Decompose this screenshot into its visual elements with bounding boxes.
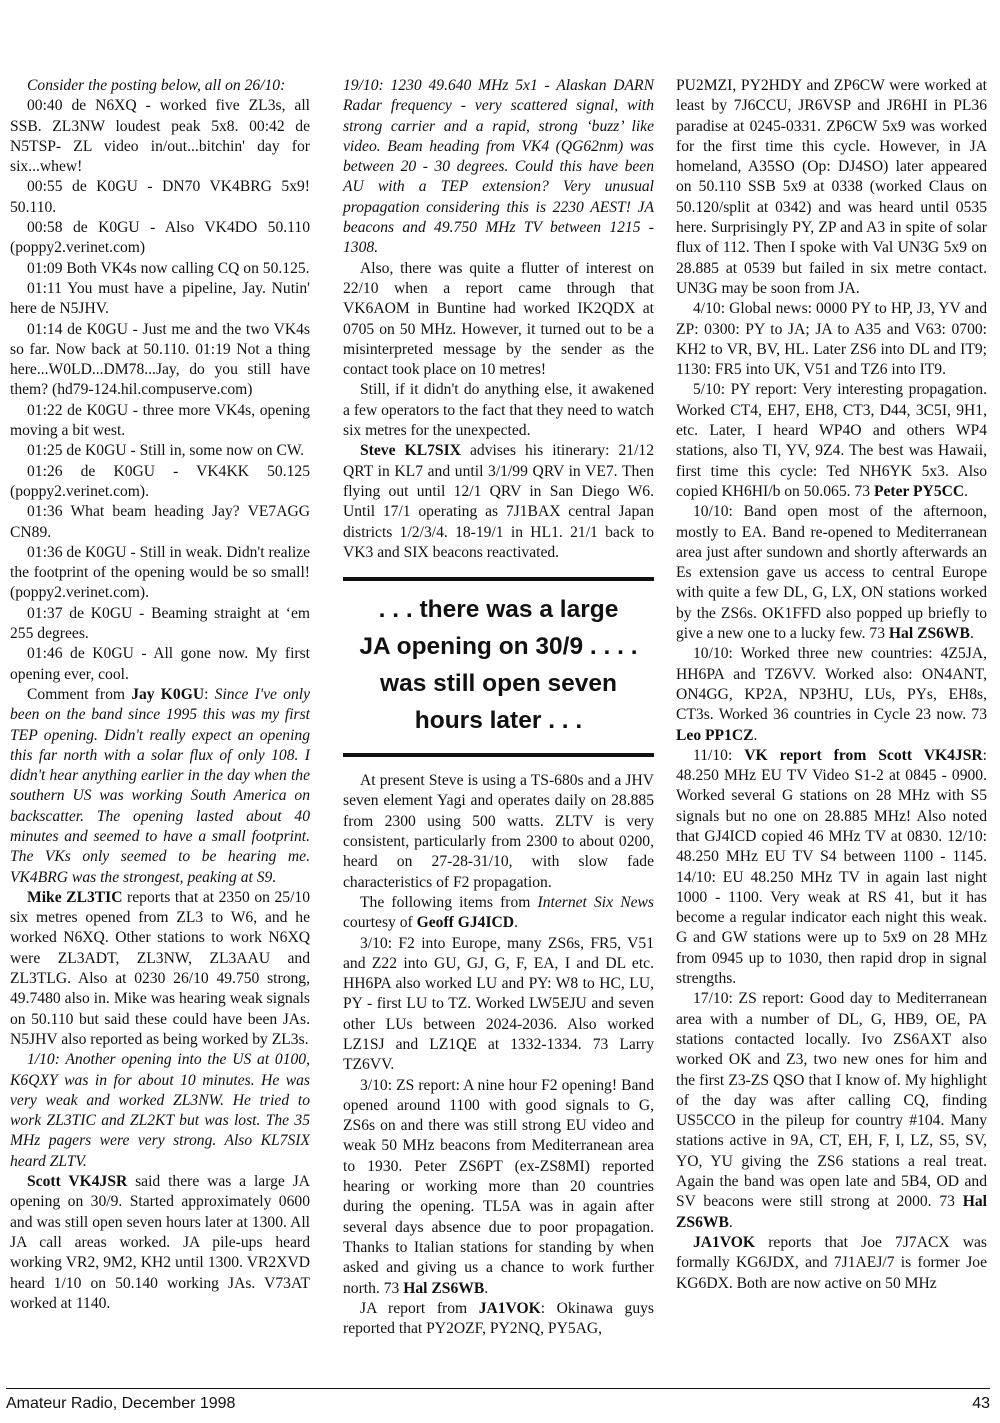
text-run: 01:14 de K0GU - Just me and the two VK4s so far. Now back at 50.110. 01:19 Not a thing here...W0LD...DM78...Jay, do you still have them? (hd79-124.hil.compuserve.com) (10, 320, 310, 399)
paragraph (10, 1172, 310, 1314)
callsign-name: JA1VOK (478, 1299, 541, 1317)
paragraph (10, 1050, 310, 1172)
text-run: 10/10: Band open most of the afternoon, mostly to EA. Band re-opened to Mediterranean area just after sundown and shortly afterwards an Es extension gave us access to central Europe with quite a few DL, G, LX, ON stations worked by the ZS6s. OK1FFD also popped up briefly to give a new one to a lucky few. 73 (676, 503, 987, 643)
paragraph (10, 604, 310, 645)
text-run: 01:22 de K0GU - three more VK4s, opening moving a bit west. (10, 401, 310, 440)
callsign-name: Geoff GJ4ICD (416, 914, 515, 932)
text-run: 01:36 de K0GU - Still in weak. Didn't realize the footprint of the opening would be so small! (poppy2.verinet.com). (10, 543, 311, 602)
paragraph (343, 934, 654, 1076)
text-run: . (484, 1279, 489, 1297)
text-run: 11/10: (693, 746, 745, 764)
text-run: . (728, 1213, 733, 1231)
text-run: reports that Joe 7J7ACX was formally KG6JDX, and 7J1AEJ/7 is former Joe KG6DX. Both are now active on 50 MHz (676, 1233, 987, 1292)
callsign-name: VK report from Scott VK4JSR (744, 746, 983, 764)
paragraph (10, 685, 310, 888)
paragraph (676, 502, 987, 644)
text-run: : Okinawa guys reported that PY2OZF, PY2NQ, PY5AG, (343, 1299, 654, 1338)
page-number: 43 (972, 1395, 990, 1412)
column-2 (343, 76, 654, 1339)
text-run: 01:26 de K0GU - VK4KK 50.125 (poppy2.verinet.com). (10, 462, 310, 500)
text-run: reports that at 2350 on 25/10 six metres opened from ZL3 to W6, and he worked N6XQ. Other stations to work N6XQ were ZL3ADT, ZL3NW, ZL3AAU and ZL3TLG. Also at 0230 26/10 49.750 strong, 49.7480 also in. Mike was hearing weak signals on 50.110 but said these could have been JAs. N5JHV also reported as being worked by ZL3s. (10, 888, 310, 1048)
callsign-name: Hal ZS6WB (676, 1193, 987, 1231)
paragraph (676, 989, 987, 1233)
text-run: advises his itinerary: 21/12 QRT in KL7 and until 3/1/99 QRV in VE7. Then flying out until 12/1 QRV in San Diego W6. Until 17/1 operating as 7J1BAX central Japan districts 1/2/3/4. 18-19/1 in HL1. 21/1 back to VK3 and SIX beacons reactivated. (343, 442, 655, 561)
text-run: 00:58 de K0GU - Also VK4DO 50.110 (poppy2.verinet.com) (10, 219, 310, 257)
text-run: . (753, 726, 758, 744)
paragraph (10, 502, 310, 543)
text-run: Comment from (27, 685, 132, 703)
text-run: 01:25 de K0GU - Still in, some now on CW. (27, 442, 305, 460)
paragraph (10, 543, 310, 604)
text-run: Also, there was quite a flutter of interest on 22/10 when a report came through that VK6AOM in Buntine had worked IK2QDX at 0705 on 50 MHz. However, it turned out to be a misinterpreted message by the sender as the contact took place on 10 metres! (343, 259, 654, 379)
column-1 (10, 76, 310, 1314)
text-run: 19/10: 1230 49.640 MHz 5x1 - Alaskan DARN Radar frequency - very scattered signal, with strong carrier and a rapid, strong ‘buzz’ like video. Beam heading from VK4 (QG62nm) was between 20 - 30 degrees. Could this have been AU with a TEP extension? Very unusual propagation considering this is 2230 AEST! JA beacons and 49.750 MHz TV between 1215 - 1308. (343, 77, 654, 257)
text-run: . (969, 625, 974, 643)
pull-quote-line: hours later . . . (414, 707, 583, 735)
text-run: : (204, 685, 215, 703)
paragraph (676, 746, 987, 990)
text-run: At present Steve is using a TS-680s and a JHV seven element Yagi and operates daily on 28.885 from 2300 using 500 watts. ZLTV is very consistent, particularly from 2300 to about 0200, heard on 27-28-31/10, with slow fade characteristics of F2 propagation. (343, 772, 654, 891)
paragraph (10, 76, 310, 96)
text-run: said there was a large JA opening on 30/9. Started approximately 0600 and was still open seven hours later at 1300. All JA call areas worked. JA pile-ups heard working VR2, 9M2, KH2 until 1300. VR2XVD heard 1/10 on 50.140 working JAs. V73AT worked at 1140. (10, 1173, 311, 1312)
paragraph (10, 441, 310, 461)
paragraph (10, 401, 310, 442)
text-run: Internet Six News (537, 893, 654, 911)
text-run: 00:55 de K0GU - DN70 VK4BRG 5x9! 50.110. (10, 178, 310, 216)
paragraph (343, 1299, 654, 1340)
paragraph (676, 299, 987, 380)
paragraph (10, 462, 310, 503)
paragraph (10, 96, 310, 177)
paragraph (10, 279, 310, 320)
callsign-name: Mike ZL3TIC (27, 888, 123, 906)
callsign-name: Jay K0GU (131, 685, 205, 703)
text-run: Consider the posting below, all on 26/10: (27, 77, 286, 94)
text-run: Since I've only been on the band since 1995 this was my first TEP opening. Didn't really expect an opening this far north with a solar flux of only 108. I didn't hear anything earlier in the day when the southern US was working South America on backscatter. The opening lasted about 40 minutes and seemed to have a small footprint. The VKs only seemed to be hearing me. VK4BRG was the strongest, peaking at S9. (10, 685, 311, 886)
paragraph (10, 644, 310, 685)
paragraph (10, 320, 310, 401)
text-run: courtesy of (343, 914, 417, 932)
paragraph (10, 218, 310, 259)
paragraph (343, 893, 654, 934)
text-run: 00:40 de N6XQ - worked five ZL3s, all SSB. ZL3NW loudest peak 5x8. 00:42 de N5TSP- ZL video in/out...bitchin' day for six...whew! (10, 97, 310, 176)
paragraph (676, 1233, 987, 1294)
text-run: 10/10: Worked three new countries: 4Z5JA, HH6PA and TZ6VV. Worked also: ON4ANT, ON4GG, KP2A, NP3HU, LUs, PYs, EH8s, CT3s. Worked 36 countries in Cycle 23 now. 73 (676, 645, 987, 724)
pull-quote (343, 577, 654, 757)
callsign-name: Hal ZS6WB (403, 1279, 485, 1297)
text-run: Still, if it didn't do anything else, it awakened a few operators to the fact that they need to watch six metres for the unexpected. (343, 381, 654, 440)
text-run: 01:11 You must have a pipeline, Jay. Nutin' here de N5JHV. (10, 279, 310, 318)
text-run: 01:36 What beam heading Jay? VE7AGG CN89. (10, 503, 310, 541)
paragraph (676, 76, 987, 299)
callsign-name: Steve KL7SIX (360, 442, 461, 460)
paragraph (343, 76, 654, 259)
paragraph (343, 259, 654, 381)
callsign-name: Scott VK4JSR (27, 1173, 128, 1191)
paragraph (10, 259, 310, 279)
column-2-top (343, 76, 654, 563)
text-run: 01:46 de K0GU - All gone now. My first opening ever, cool. (10, 645, 310, 683)
footer-publication: Amateur Radio, December 1998 (6, 1395, 236, 1412)
text-run: 1/10: Another opening into the US at 0100, K6QXY was in for about 10 minutes. He was very weak and worked ZL3NW. He tried to work ZL3TIC and ZL2KT but was lost. The 35 MHz pagers were very strong. Also KL7SIX heard ZLTV. (10, 1051, 310, 1170)
text-run: 4/10: Global news: 0000 PY to HP, J3, YV and ZP: 0300: PY to JA; JA to A35 and V63: 0700: KH2 to VR, BV, HL. Later ZS6 into DL and IT9; 1130: FR5 into UK, V51 and TZ6 into IT9. (676, 300, 987, 379)
text-run: 17/10: ZS report: Good day to Mediterranean area with a number of DL, G, HB9, OE, PA stations contacted locally. Ivo ZS6AXT also worked OK and Z3, two new ones for him and the first Z3-ZS QSO that I know of. My highlight of the day was after calling CQ, finding US5CCO in the pileup for country #104. Many stations active in 9A, CT, EH, F, I, LZ, S5, SV, YO, YU giving the ZS6 stations a real treat. Again the band was open late and 5B4, OD and SV beacons were still strong at 2000. 73 (676, 990, 987, 1211)
paragraph (10, 177, 310, 218)
callsign-name: Leo PP1CZ (676, 726, 754, 744)
callsign-name: JA1VOK (693, 1233, 756, 1251)
paragraph (676, 380, 987, 502)
paragraph (343, 441, 654, 563)
text-run: 3/10: ZS report: A nine hour F2 opening! Band opened around 1100 with good signals to G, ZS6s on and there was still strong EU video and weak 50 MHz beacons from Mediterranean area to 1930. Peter ZS6PT (ex-ZS8MI) reported hearing or working more than 20 countries during the opening. TL5A was in again after several days absence due to poor propagation. Thanks to Italian stations for standing by when asked and giving us a chance to work further north. 73 (343, 1076, 654, 1297)
column-2-bottom (343, 771, 654, 1339)
paragraph (676, 644, 987, 745)
text-run: JA report from (360, 1299, 479, 1317)
paragraph (343, 771, 654, 893)
callsign-name: Hal ZS6WB (888, 625, 970, 643)
pull-quote-line: . . . there was a large (378, 596, 619, 624)
text-run: PU2MZI, PY2HDY and ZP6CW were worked at least by 7J6CCU, JR6VSP and JR6HI in PL36 paradise at 0245-0331. ZP6CW 5x9 was worked for the first time this cycle. However, in JA homeland, A35SO (Op: DJ4SO) later appeared on 50.110 SSB 5x9 at 0338 (worked Claus on 50.120/split at 0342) and was heard until 0535 here. Surprisingly PY, ZP and A3 in spite of solar flux of 112. Then I spoke with Val UN3G 5x9 on 28.885 at 0539 but failed in six metre contact. UN3G may be soon from JA. (676, 77, 987, 297)
text-run: 3/10: F2 into Europe, many ZS6s, FR5, V51 and Z22 into GU, GJ, G, F, EA, I and DL etc. HH6PA also worked LU and PY: W8 to HC, LU, PY - first LU to TZ. Worked LW5EJU and seven other LUs between 2024-2036. Also worked LZ1SJ and LZ1QE at 1332-1334. 73 Larry TZ6VV. (343, 934, 654, 1074)
callsign-name: Peter PY5CC (873, 482, 965, 500)
paragraph (10, 888, 310, 1050)
column-3 (676, 76, 987, 1294)
text-run: 01:09 Both VK4s now calling CQ on 50.125. (27, 259, 310, 277)
pull-quote-line: was still open seven (380, 670, 617, 698)
text-run: The following items from (360, 893, 538, 911)
paragraph (343, 380, 654, 441)
page-footer (6, 1388, 990, 1413)
text-run: 01:37 de K0GU - Beaming straight at ‘em 255 degrees. (10, 604, 310, 643)
text-run: . (964, 482, 969, 500)
text-run: . (514, 914, 518, 932)
paragraph (343, 1076, 654, 1299)
text-run: 5/10: PY report: Very interesting propagation. Worked CT4, EH7, EH8, CT3, D44, 3C5I, 9H1, etc. Later, I heard WP4O and others WP4 stations, also TI, YV, 9Z4. The best was Hawaii, first time this cycle: Ted NH6YK 5x3. Also copied KH6HI/b on 50.065. 73 (676, 381, 987, 500)
text-run: : 48.250 MHz EU TV Video S1-2 at 0845 - 0900. Worked several G stations on 28 MHz with S5 signals but no one on 28.885 MHz! Also noted that GJ4ICD copied 46 MHz TV at 0830. 12/10: 48.250 MHz EU TV S4 between 1100 - 1145. 14/10: EU 48.250 MHz TV in again last night 1000 - 1100. Very weak at RS 41, but it has become a regular indicator each night this weak. G and GW stations were up to 5x9 on 28 MHz from 0945 up to 1030, then rapid drop in signal strengths. (676, 746, 987, 988)
pull-quote-line: JA opening on 30/9 . . . . (359, 633, 638, 661)
